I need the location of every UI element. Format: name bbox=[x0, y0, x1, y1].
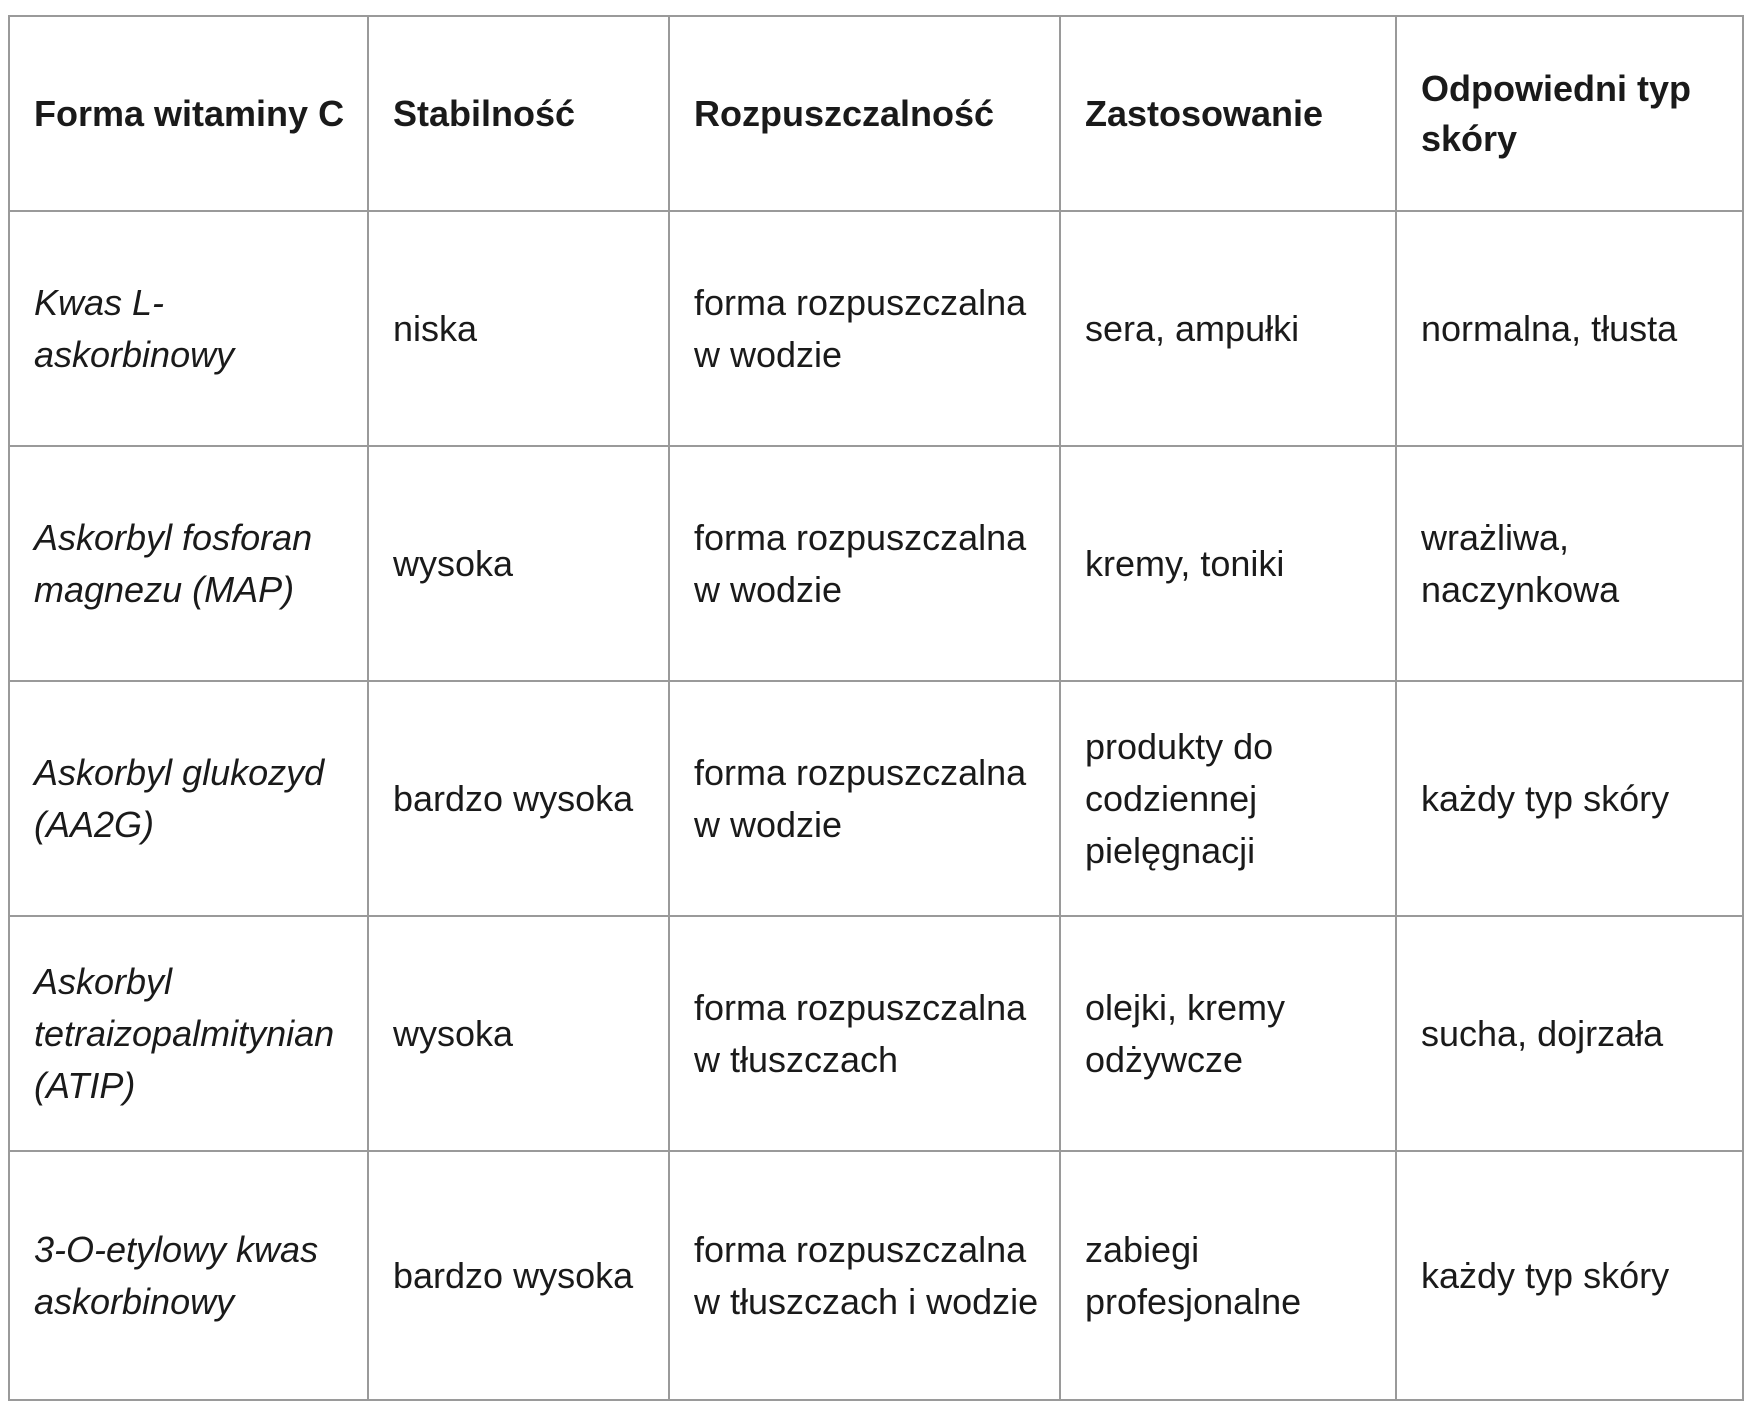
table-row bbox=[9, 446, 1743, 681]
cell-solubility: forma rozpuszczalna w wodzie bbox=[669, 211, 1060, 446]
cell-form: Askorbyl fosforan magnezu (MAP) bbox=[9, 446, 368, 681]
cell-skin-type: wrażliwa, naczynkowa bbox=[1396, 446, 1743, 681]
cell-form: 3-O-etylowy kwas askorbinowy bbox=[9, 1151, 368, 1400]
header-stability: Stabilność bbox=[368, 16, 669, 211]
cell-skin-type: normalna, tłusta bbox=[1396, 211, 1743, 446]
cell-usage: produkty do codziennej pielęgnacji bbox=[1060, 681, 1396, 916]
cell-stability: wysoka bbox=[368, 916, 669, 1151]
cell-stability: niska bbox=[368, 211, 669, 446]
table-row bbox=[9, 681, 1743, 916]
cell-usage: olejki, kremy odżywcze bbox=[1060, 916, 1396, 1151]
cell-solubility: forma rozpuszczalna w tłuszczach bbox=[669, 916, 1060, 1151]
cell-form: Kwas L-askorbinowy bbox=[9, 211, 368, 446]
header-usage: Zastosowanie bbox=[1060, 16, 1396, 211]
cell-usage: kremy, toniki bbox=[1060, 446, 1396, 681]
cell-solubility: forma rozpuszczalna w wodzie bbox=[669, 446, 1060, 681]
header-form: Forma witaminy C bbox=[9, 16, 368, 211]
cell-stability: wysoka bbox=[368, 446, 669, 681]
cell-form: Askorbyl glukozyd (AA2G) bbox=[9, 681, 368, 916]
vitamin-c-forms-table bbox=[8, 15, 1744, 1401]
table-row bbox=[9, 211, 1743, 446]
cell-form: Askorbyl tetraizopalmitynian (ATIP) bbox=[9, 916, 368, 1151]
cell-solubility: forma rozpuszczalna w wodzie bbox=[669, 681, 1060, 916]
cell-usage: zabiegi profesjonalne bbox=[1060, 1151, 1396, 1400]
cell-solubility: forma rozpuszczalna w tłuszczach i wodzie bbox=[669, 1151, 1060, 1400]
table-row bbox=[9, 1151, 1743, 1400]
cell-skin-type: sucha, dojrzała bbox=[1396, 916, 1743, 1151]
cell-stability: bardzo wysoka bbox=[368, 681, 669, 916]
cell-usage: sera, ampułki bbox=[1060, 211, 1396, 446]
table-row bbox=[9, 916, 1743, 1151]
cell-skin-type: każdy typ skóry bbox=[1396, 1151, 1743, 1400]
header-solubility: Rozpuszczalność bbox=[669, 16, 1060, 211]
header-skin-type: Odpowiedni typ skóry bbox=[1396, 16, 1743, 211]
table-header-row bbox=[9, 16, 1743, 211]
cell-stability: bardzo wysoka bbox=[368, 1151, 669, 1400]
cell-skin-type: każdy typ skóry bbox=[1396, 681, 1743, 916]
